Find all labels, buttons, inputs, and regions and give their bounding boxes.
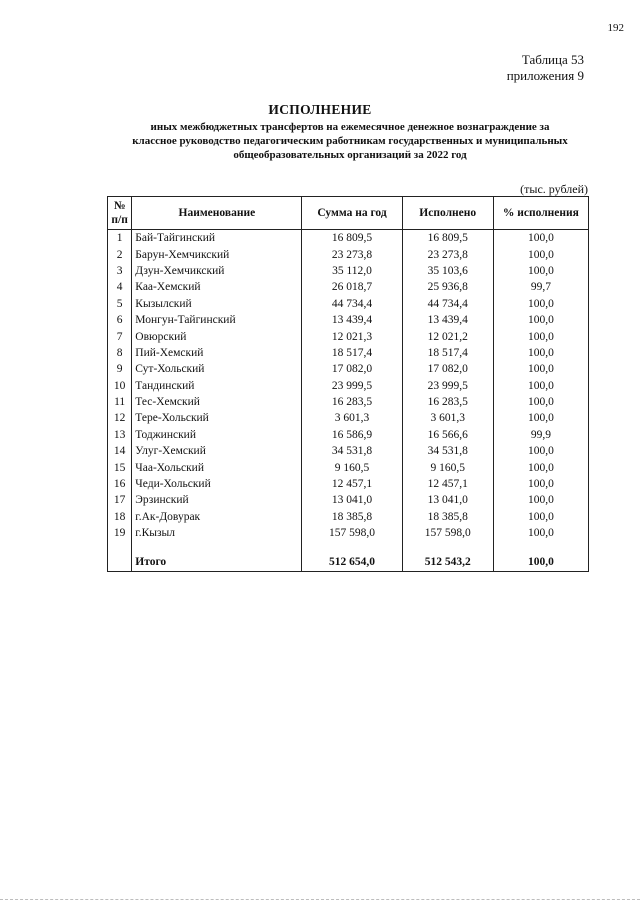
row-percent: 100,0 — [493, 263, 588, 279]
row-name: Барун-Хемчикский — [132, 246, 302, 262]
total-annual-sum: 512 654,0 — [302, 553, 402, 572]
row-executed: 157 598,0 — [402, 525, 493, 541]
row-name: Тандинский — [132, 378, 302, 394]
row-name: Дзун-Хемчикский — [132, 263, 302, 279]
row-annual-sum: 13 439,4 — [302, 312, 402, 328]
row-number: 18 — [108, 509, 132, 525]
row-name: Улуг-Хемский — [132, 443, 302, 459]
table-row — [108, 525, 589, 541]
row-name: Чеди-Хольский — [132, 476, 302, 492]
row-number: 8 — [108, 345, 132, 361]
row-percent: 100,0 — [493, 443, 588, 459]
row-executed: 18 385,8 — [402, 509, 493, 525]
table-row — [108, 328, 589, 344]
row-percent: 100,0 — [493, 492, 588, 508]
row-executed: 17 082,0 — [402, 361, 493, 377]
row-name: Чаа-Хольский — [132, 459, 302, 475]
row-percent: 100,0 — [493, 410, 588, 426]
table-header-row — [108, 197, 589, 230]
row-percent: 100,0 — [493, 476, 588, 492]
row-executed: 16 809,5 — [402, 230, 493, 247]
row-percent: 100,0 — [493, 525, 588, 541]
row-annual-sum: 34 531,8 — [302, 443, 402, 459]
row-number: 10 — [108, 378, 132, 394]
header-number-symbol: № — [113, 200, 126, 212]
row-annual-sum: 44 734,4 — [302, 296, 402, 312]
row-percent: 100,0 — [493, 312, 588, 328]
row-number: 13 — [108, 427, 132, 443]
row-name: Эрзинский — [132, 492, 302, 508]
table-label: Таблица 53 — [521, 52, 584, 67]
row-executed: 44 734,4 — [402, 296, 493, 312]
row-executed: 25 936,8 — [402, 279, 493, 295]
row-name: Тоджинский — [132, 427, 302, 443]
row-percent: 100,0 — [493, 361, 588, 377]
table-row — [108, 230, 589, 247]
row-number: 14 — [108, 443, 132, 459]
row-percent: 100,0 — [493, 378, 588, 394]
subtitle-line: иных межбюджетных трансфертов на ежемесячное денежное вознаграждение за — [150, 121, 550, 133]
row-executed: 18 517,4 — [402, 345, 493, 361]
row-number: 11 — [108, 394, 132, 410]
table-row — [108, 246, 589, 262]
header-annual-sum: Сумма на год — [302, 197, 402, 230]
total-row — [108, 553, 589, 572]
header-number-abbr: п/п — [111, 214, 128, 226]
row-annual-sum: 17 082,0 — [302, 361, 402, 377]
row-number: 19 — [108, 525, 132, 541]
row-name: г.Кызыл — [132, 525, 302, 541]
row-annual-sum: 16 586,9 — [302, 427, 402, 443]
row-executed: 12 457,1 — [402, 476, 493, 492]
row-annual-sum: 23 999,5 — [302, 378, 402, 394]
row-percent: 99,9 — [493, 427, 588, 443]
spacer-cell — [108, 541, 132, 553]
scan-bottom-edge — [0, 899, 640, 900]
table-row — [108, 345, 589, 361]
total-percent: 100,0 — [493, 553, 588, 572]
row-name: Тере-Хольский — [132, 410, 302, 426]
appendix-label: приложения 9 — [506, 68, 584, 83]
row-number: 4 — [108, 279, 132, 295]
row-annual-sum: 9 160,5 — [302, 459, 402, 475]
table-row — [108, 459, 589, 475]
units-label: (тыс. рублей) — [520, 182, 588, 196]
page-number: 192 — [607, 22, 624, 34]
row-annual-sum: 16 809,5 — [302, 230, 402, 247]
spacer-cell — [493, 541, 588, 553]
spacer-cell — [302, 541, 402, 553]
row-percent: 100,0 — [493, 328, 588, 344]
document-title: ИСПОЛНЕНИЕ — [268, 102, 372, 117]
table-row — [108, 410, 589, 426]
row-executed: 23 273,8 — [402, 246, 493, 262]
execution-table — [107, 196, 589, 572]
row-number: 17 — [108, 492, 132, 508]
row-annual-sum: 3 601,3 — [302, 410, 402, 426]
table-reference — [507, 52, 584, 84]
table-row — [108, 361, 589, 377]
row-executed: 13 041,0 — [402, 492, 493, 508]
row-executed: 16 283,5 — [402, 394, 493, 410]
subtitle-line: классное руководство педагогическим работникам государственных и муниципальных — [132, 135, 568, 147]
table-row — [108, 443, 589, 459]
row-percent: 100,0 — [493, 296, 588, 312]
row-name: Кызылский — [132, 296, 302, 312]
table-row — [108, 509, 589, 525]
row-percent: 100,0 — [493, 246, 588, 262]
spacer-cell — [132, 541, 302, 553]
table-row — [108, 312, 589, 328]
row-percent: 100,0 — [493, 459, 588, 475]
table-row — [108, 378, 589, 394]
table-row — [108, 296, 589, 312]
row-number: 15 — [108, 459, 132, 475]
row-executed: 35 103,6 — [402, 263, 493, 279]
row-executed: 12 021,2 — [402, 328, 493, 344]
row-name: Овюрский — [132, 328, 302, 344]
row-number: 12 — [108, 410, 132, 426]
table-row — [108, 394, 589, 410]
row-name: Тес-Хемский — [132, 394, 302, 410]
row-number: 1 — [108, 230, 132, 247]
row-annual-sum: 12 457,1 — [302, 476, 402, 492]
header-number — [108, 197, 132, 230]
row-annual-sum: 26 018,7 — [302, 279, 402, 295]
table-row — [108, 476, 589, 492]
table-row — [108, 279, 589, 295]
spacer-cell — [402, 541, 493, 553]
total-executed: 512 543,2 — [402, 553, 493, 572]
row-name: Каа-Хемский — [132, 279, 302, 295]
row-name: Сут-Хольский — [132, 361, 302, 377]
spacer-row — [108, 541, 589, 553]
row-annual-sum: 12 021,3 — [302, 328, 402, 344]
header-percent: % исполнения — [493, 197, 588, 230]
row-name: г.Ак-Довурак — [132, 509, 302, 525]
row-executed: 9 160,5 — [402, 459, 493, 475]
table-row — [108, 427, 589, 443]
row-percent: 99,7 — [493, 279, 588, 295]
row-name: Пий-Хемский — [132, 345, 302, 361]
row-number: 6 — [108, 312, 132, 328]
row-executed: 13 439,4 — [402, 312, 493, 328]
header-executed: Исполнено — [402, 197, 493, 230]
row-number: 3 — [108, 263, 132, 279]
total-label: Итого — [132, 553, 302, 572]
header-name: Наименование — [132, 197, 302, 230]
row-executed: 3 601,3 — [402, 410, 493, 426]
total-number — [108, 553, 132, 572]
row-percent: 100,0 — [493, 394, 588, 410]
row-annual-sum: 157 598,0 — [302, 525, 402, 541]
row-number: 9 — [108, 361, 132, 377]
row-percent: 100,0 — [493, 509, 588, 525]
row-annual-sum: 16 283,5 — [302, 394, 402, 410]
row-percent: 100,0 — [493, 230, 588, 247]
row-executed: 34 531,8 — [402, 443, 493, 459]
subtitle-line: общеобразовательных организаций за 2022 год — [233, 149, 467, 161]
row-number: 5 — [108, 296, 132, 312]
table-row — [108, 263, 589, 279]
row-annual-sum: 23 273,8 — [302, 246, 402, 262]
row-annual-sum: 18 517,4 — [302, 345, 402, 361]
row-number: 16 — [108, 476, 132, 492]
row-name: Бай-Тайгинский — [132, 230, 302, 247]
table-row — [108, 492, 589, 508]
row-executed: 23 999,5 — [402, 378, 493, 394]
document-subtitle — [80, 120, 620, 162]
row-percent: 100,0 — [493, 345, 588, 361]
row-annual-sum: 13 041,0 — [302, 492, 402, 508]
row-number: 2 — [108, 246, 132, 262]
row-name: Монгун-Тайгинский — [132, 312, 302, 328]
row-annual-sum: 18 385,8 — [302, 509, 402, 525]
row-number: 7 — [108, 328, 132, 344]
row-annual-sum: 35 112,0 — [302, 263, 402, 279]
row-executed: 16 566,6 — [402, 427, 493, 443]
